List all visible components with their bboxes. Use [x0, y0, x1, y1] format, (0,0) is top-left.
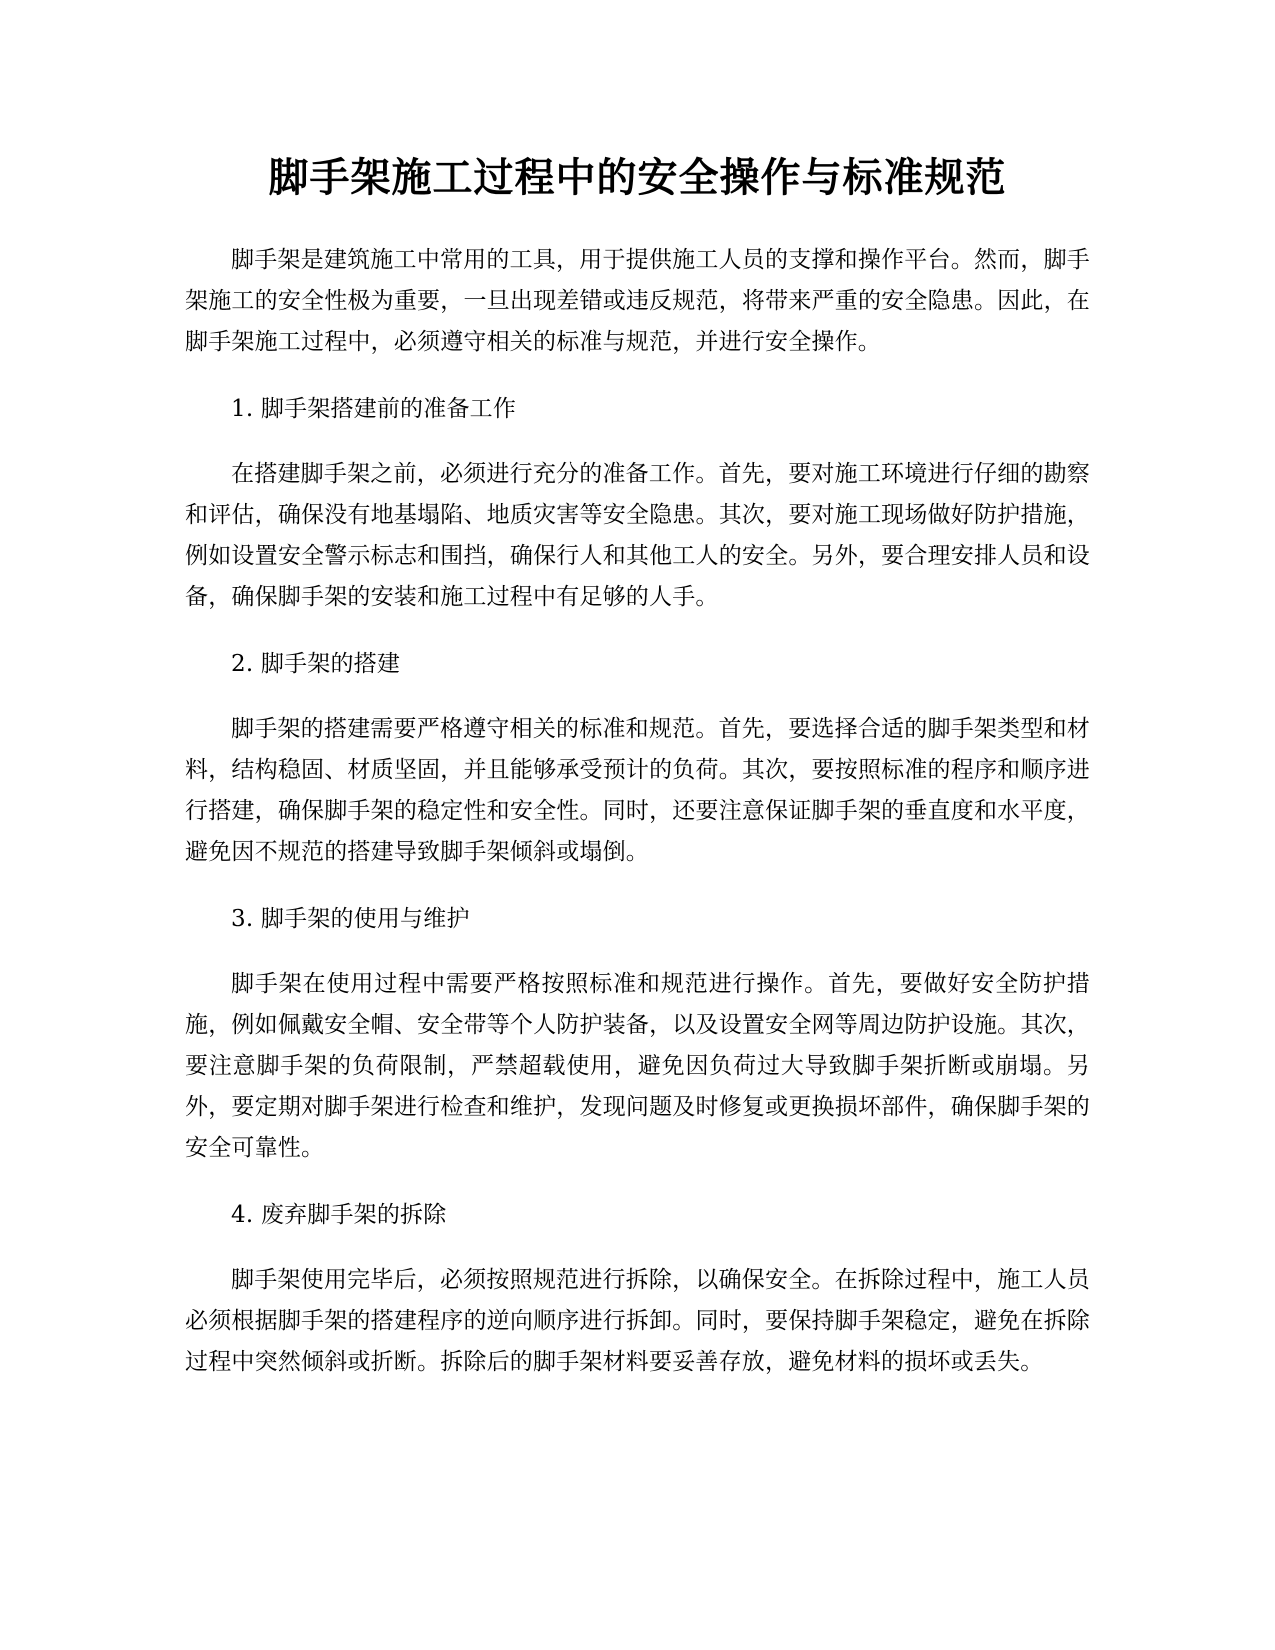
section-heading-4: 4. 废弃脚手架的拆除	[231, 1202, 447, 1228]
section-heading-1: 1. 脚手架搭建前的准备工作	[231, 396, 517, 422]
section-heading-3: 3. 脚手架的使用与维护	[231, 906, 470, 932]
intro-paragraph: 脚手架是建筑施工中常用的工具，用于提供施工人员的支撑和操作平台。然而，脚手架施工的安全性极为重要，一旦出现差错或违反规范，将带来严重的安全隐患。因此，在脚手架施工过程中，必须遵守相关的标准与规范，并进行安全操作。	[185, 247, 1090, 355]
section-body-2: 脚手架的搭建需要严格遵守相关的标准和规范。首先，要选择合适的脚手架类型和材料，结构稳固、材质坚固，并且能够承受预计的负荷。其次，要按照标准的程序和顺序进行搭建，确保脚手架的稳定性和安全性。同时，还要注意保证脚手架的垂直度和水平度，避免因不规范的搭建导致脚手架倾斜或塌倒。	[185, 716, 1090, 865]
document-title: 脚手架施工过程中的安全操作与标准规范	[268, 155, 1007, 201]
section-body-4: 脚手架使用完毕后，必须按照规范进行拆除，以确保安全。在拆除过程中，施工人员必须根据脚手架的搭建程序的逆向顺序进行拆卸。同时，要保持脚手架稳定，避免在拆除过程中突然倾斜或折断。拆除后的脚手架材料要妥善存放，避免材料的损坏或丢失。	[185, 1267, 1090, 1375]
document-content	[185, 150, 1090, 1409]
section-body-1: 在搭建脚手架之前，必须进行充分的准备工作。首先，要对施工环境进行仔细的勘察和评估，确保没有地基塌陷、地质灾害等安全隐患。其次，要对施工现场做好防护措施，例如设置安全警示标志和围挡，确保行人和其他工人的安全。另外，要合理安排人员和设备，确保脚手架的安装和施工过程中有足够的人手。	[185, 461, 1090, 610]
section-heading-2: 2. 脚手架的搭建	[231, 651, 401, 677]
section-body-3: 脚手架在使用过程中需要严格按照标准和规范进行操作。首先，要做好安全防护措施，例如佩戴安全帽、安全带等个人防护装备，以及设置安全网等周边防护设施。其次，要注意脚手架的负荷限制，严禁超载使用，避免因负荷过大导致脚手架折断或崩塌。另外，要定期对脚手架进行检查和维护，发现问题及时修复或更换损坏部件，确保脚手架的安全可靠性。	[185, 971, 1090, 1161]
